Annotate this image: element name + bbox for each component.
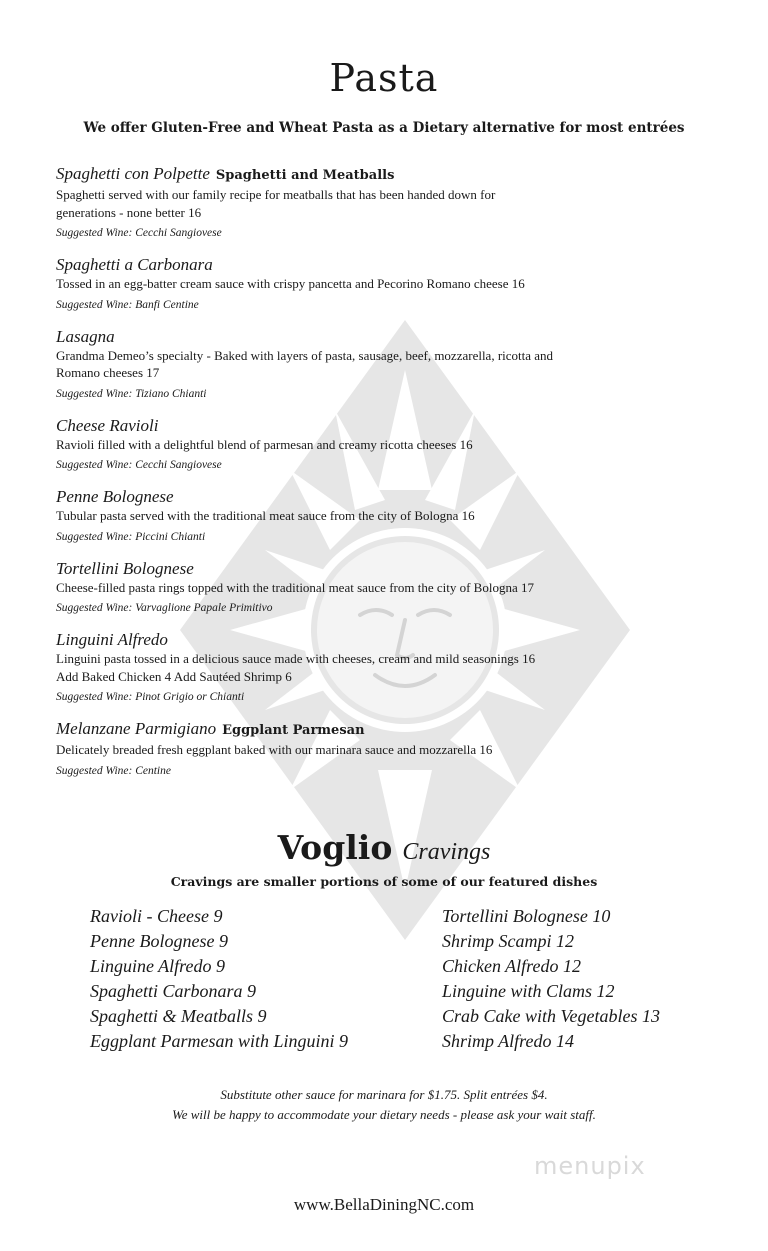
dietary-note: We will be happy to accommodate your dietary needs - please ask your wait staff. (172, 1107, 596, 1122)
item-wine: Suggested Wine: Banfi Centine (56, 298, 199, 311)
item-name: Cheese Ravioli (56, 415, 159, 435)
menu-item (56, 416, 716, 474)
item-description: generations - none better 16 (56, 204, 202, 220)
item-description: Linguini pasta tossed in a delicious sauce made with cheeses, cream and mild seasonings 16 (56, 651, 536, 666)
item-wine: Suggested Wine: Pinot Grigio or Chianti (56, 691, 245, 703)
item-english-name: Spaghetti and Meatballs (215, 168, 395, 183)
item-name: Spaghetti con Polpette (56, 164, 210, 183)
craving-item: Shrimp Alfredo 14 (442, 1031, 575, 1051)
item-wine: Suggested Wine: Centine (56, 764, 171, 777)
craving-item: Penne Bolognese 9 (90, 931, 228, 951)
voglio-title-sub: Cravings (402, 839, 491, 865)
menu-item (56, 327, 716, 402)
item-description: Grandma Demeo’s specialty - Baked with layers of pasta, sausage, beef, mozzarella, ricotta and (56, 347, 554, 363)
pasta-section-title: Pasta (329, 56, 439, 100)
craving-item: Linguine with Clams 12 (442, 981, 615, 1001)
item-name: Tortellini Bolognese (56, 558, 194, 578)
item-addons: Add Baked Chicken 4 Add Sautéed Shrimp 6 (56, 668, 292, 684)
cravings-left-column (90, 904, 348, 1054)
craving-item: Shrimp Scampi 12 (442, 931, 574, 951)
craving-item: Eggplant Parmesan with Linguini 9 (90, 1031, 349, 1051)
item-description: Cheese-filled pasta rings topped with the traditional meat sauce from the city of Bologna 17 (56, 579, 534, 595)
item-description: Romano cheeses 17 (56, 365, 160, 380)
item-description: Delicately breaded fresh eggplant baked with our marinara sauce and mozzarella 16 (56, 742, 493, 757)
menupix-watermark: menupix (534, 1152, 646, 1180)
craving-item: Linguine Alfredo 9 (90, 956, 225, 976)
craving-item: Tortellini Bolognese 10 (442, 906, 611, 926)
craving-item: Crab Cake with Vegetables 13 (442, 1006, 660, 1026)
website-url: www.BellaDiningNC.com (293, 1195, 475, 1214)
item-description: Spaghetti served with our family recipe for meatballs that has been handed down for (56, 187, 496, 202)
item-wine: Suggested Wine: Cecchi Sangiovese (56, 459, 222, 471)
cravings-right-column (442, 904, 660, 1054)
substitute-note: Substitute other sauce for marinara for $1.75. Split entrées $4. (220, 1087, 548, 1102)
item-wine: Suggested Wine: Tiziano Chianti (56, 387, 207, 400)
item-name: Linguini Alfredo (56, 630, 168, 649)
menu-item (56, 719, 716, 779)
pasta-dietary-note: We offer Gluten-Free and Wheat Pasta as a Dietary alternative for most entrées (83, 120, 685, 136)
voglio-section-title (0, 828, 768, 867)
item-english-name: Eggplant Parmesan (222, 723, 365, 738)
menu-item (56, 255, 716, 313)
menu-item (56, 164, 716, 241)
item-name: Melanzane Parmigiano (56, 719, 217, 738)
craving-item: Ravioli - Cheese 9 (90, 906, 223, 926)
pasta-item-list (56, 164, 716, 779)
menu-item (56, 630, 716, 705)
menu-item (56, 559, 716, 617)
item-wine: Suggested Wine: Piccini Chianti (56, 530, 206, 543)
item-description: Ravioli filled with a delightful blend of parmesan and creamy ricotta cheeses 16 (56, 436, 473, 452)
craving-item: Chicken Alfredo 12 (442, 956, 581, 976)
item-description: Tubular pasta served with the traditional meat sauce from the city of Bologna 16 (56, 508, 475, 523)
voglio-note: Cravings are smaller portions of some of our featured dishes (170, 874, 598, 889)
item-name: Lasagna (56, 326, 115, 346)
footer-note (0, 1085, 768, 1125)
item-description: Tossed in an egg-batter cream sauce with crispy pancetta and Pecorino Romano cheese 16 (56, 276, 525, 291)
item-wine: Suggested Wine: Varvaglione Papale Primitivo (56, 602, 273, 614)
item-name: Penne Bolognese (56, 487, 174, 506)
craving-item: Spaghetti & Meatballs 9 (90, 1006, 267, 1026)
craving-item: Spaghetti Carbonara 9 (90, 981, 257, 1001)
item-name: Spaghetti a Carbonara (56, 255, 213, 274)
voglio-title-main: Voglio (277, 828, 393, 867)
item-wine: Suggested Wine: Cecchi Sangiovese (56, 227, 222, 239)
menu-item (56, 487, 716, 545)
